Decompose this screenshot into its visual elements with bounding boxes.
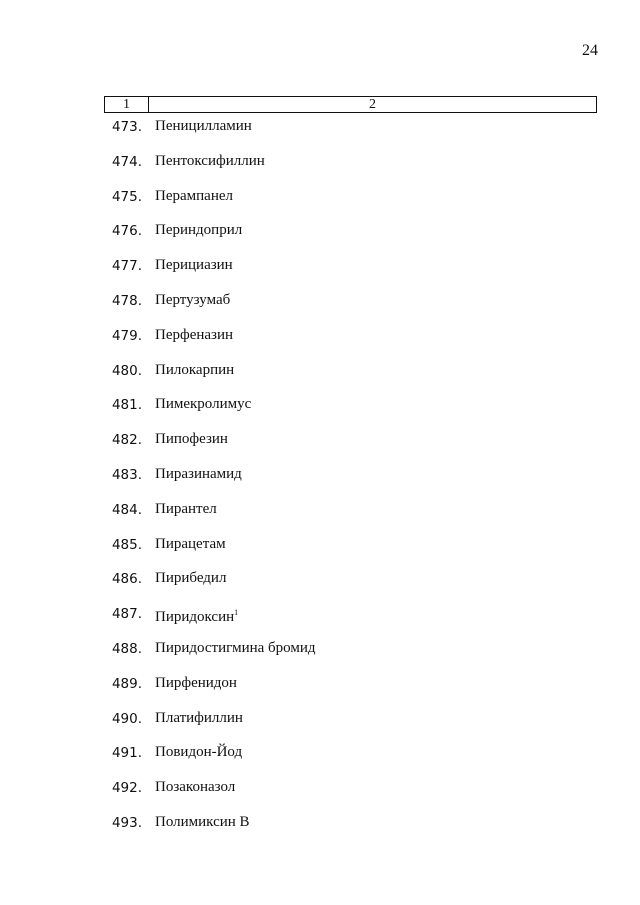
drug-name-cell [155, 220, 242, 240]
drug-name: Перициазин [155, 257, 233, 274]
drug-name-cell [155, 708, 243, 728]
drug-name: Пирантел [155, 500, 217, 517]
drug-name: Пирибедил [155, 570, 227, 587]
drug-name-cell [155, 638, 316, 658]
drug-name: Повидон-Йод [155, 744, 243, 761]
drug-name-cell [155, 116, 252, 136]
drug-name-cell [155, 360, 234, 380]
row-number: 493. [111, 814, 142, 831]
drug-name-cell [155, 290, 230, 310]
footnote-marker: 1 [234, 608, 239, 618]
drug-name-cell [155, 186, 233, 206]
table-row [104, 708, 597, 743]
drug-name-cell [155, 534, 226, 554]
drug-name: Пиридостигмина бромид [155, 639, 316, 656]
drug-name: Позаконазол [155, 779, 236, 796]
table-row [104, 742, 597, 777]
row-number: 489. [111, 675, 142, 692]
table-row [104, 255, 597, 290]
row-number: 490. [111, 710, 142, 727]
drug-name: Пертузумаб [155, 291, 231, 308]
drug-name: Пентоксифиллин [155, 152, 265, 169]
row-number: 477. [111, 258, 142, 275]
table-row [104, 394, 597, 429]
row-number: 475. [111, 188, 142, 205]
drug-list [104, 116, 597, 847]
table-row [104, 116, 597, 151]
table-row [104, 220, 597, 255]
row-number: 484. [111, 501, 142, 518]
row-number: 488. [111, 640, 142, 657]
drug-name: Пиразинамид [155, 465, 242, 482]
row-number: 482. [111, 432, 142, 449]
drug-name: Пирфенидон [155, 674, 237, 691]
drug-name-cell [155, 603, 238, 627]
table-row [104, 777, 597, 812]
drug-name: Перампанел [155, 187, 233, 204]
table-header [104, 96, 597, 113]
drug-name: Платифиллин [155, 709, 243, 726]
row-number: 480. [111, 362, 142, 379]
drug-name-cell [155, 429, 228, 449]
row-number: 486. [111, 571, 142, 588]
table-row [104, 568, 597, 603]
table-row [104, 534, 597, 569]
drug-name-cell [155, 812, 250, 832]
row-number: 487. [111, 606, 142, 623]
row-number: 473. [111, 119, 142, 135]
drug-name-cell [155, 255, 233, 275]
table-row [104, 429, 597, 464]
table-row [104, 325, 597, 360]
drug-name: Пилокарпин [155, 361, 235, 378]
table-row [104, 360, 597, 395]
table-row [104, 499, 597, 534]
row-number: 483. [111, 466, 142, 483]
drug-name: Пимекролимус [155, 396, 252, 413]
row-number: 476. [111, 223, 142, 240]
drug-name-cell [155, 742, 242, 762]
drug-name-cell [155, 673, 237, 693]
column-header-number: 1 [105, 97, 149, 112]
row-number: 492. [111, 780, 142, 797]
drug-name: Полимиксин В [155, 813, 250, 830]
drug-name-cell [155, 464, 242, 484]
row-number: 479. [111, 327, 142, 344]
row-number: 485. [111, 536, 142, 553]
table-row [104, 603, 597, 638]
row-number: 481. [111, 397, 142, 414]
table-row [104, 290, 597, 325]
table-row [104, 812, 597, 847]
drug-name: Пеницилламин [155, 118, 252, 134]
table-row [104, 638, 597, 673]
drug-name: Пиридоксин [155, 609, 235, 626]
drug-name-cell [155, 499, 217, 519]
drug-name-cell [155, 568, 226, 588]
row-number: 478. [111, 292, 142, 309]
column-header-name: 2 [369, 97, 376, 112]
drug-name-cell [155, 151, 265, 171]
page-number: 24 [582, 42, 598, 59]
drug-name: Пирацетам [155, 535, 226, 552]
table-row [104, 151, 597, 186]
table-row [104, 186, 597, 221]
drug-name-cell [155, 394, 251, 414]
drug-name-cell [155, 777, 235, 797]
drug-name: Перфеназин [155, 326, 234, 343]
row-number: 491. [111, 745, 142, 762]
drug-name: Пипофезин [155, 431, 228, 448]
table-row [104, 464, 597, 499]
drug-name-cell [155, 325, 233, 345]
row-number: 474. [111, 153, 142, 170]
table-row [104, 673, 597, 708]
drug-name: Периндоприл [155, 222, 243, 239]
